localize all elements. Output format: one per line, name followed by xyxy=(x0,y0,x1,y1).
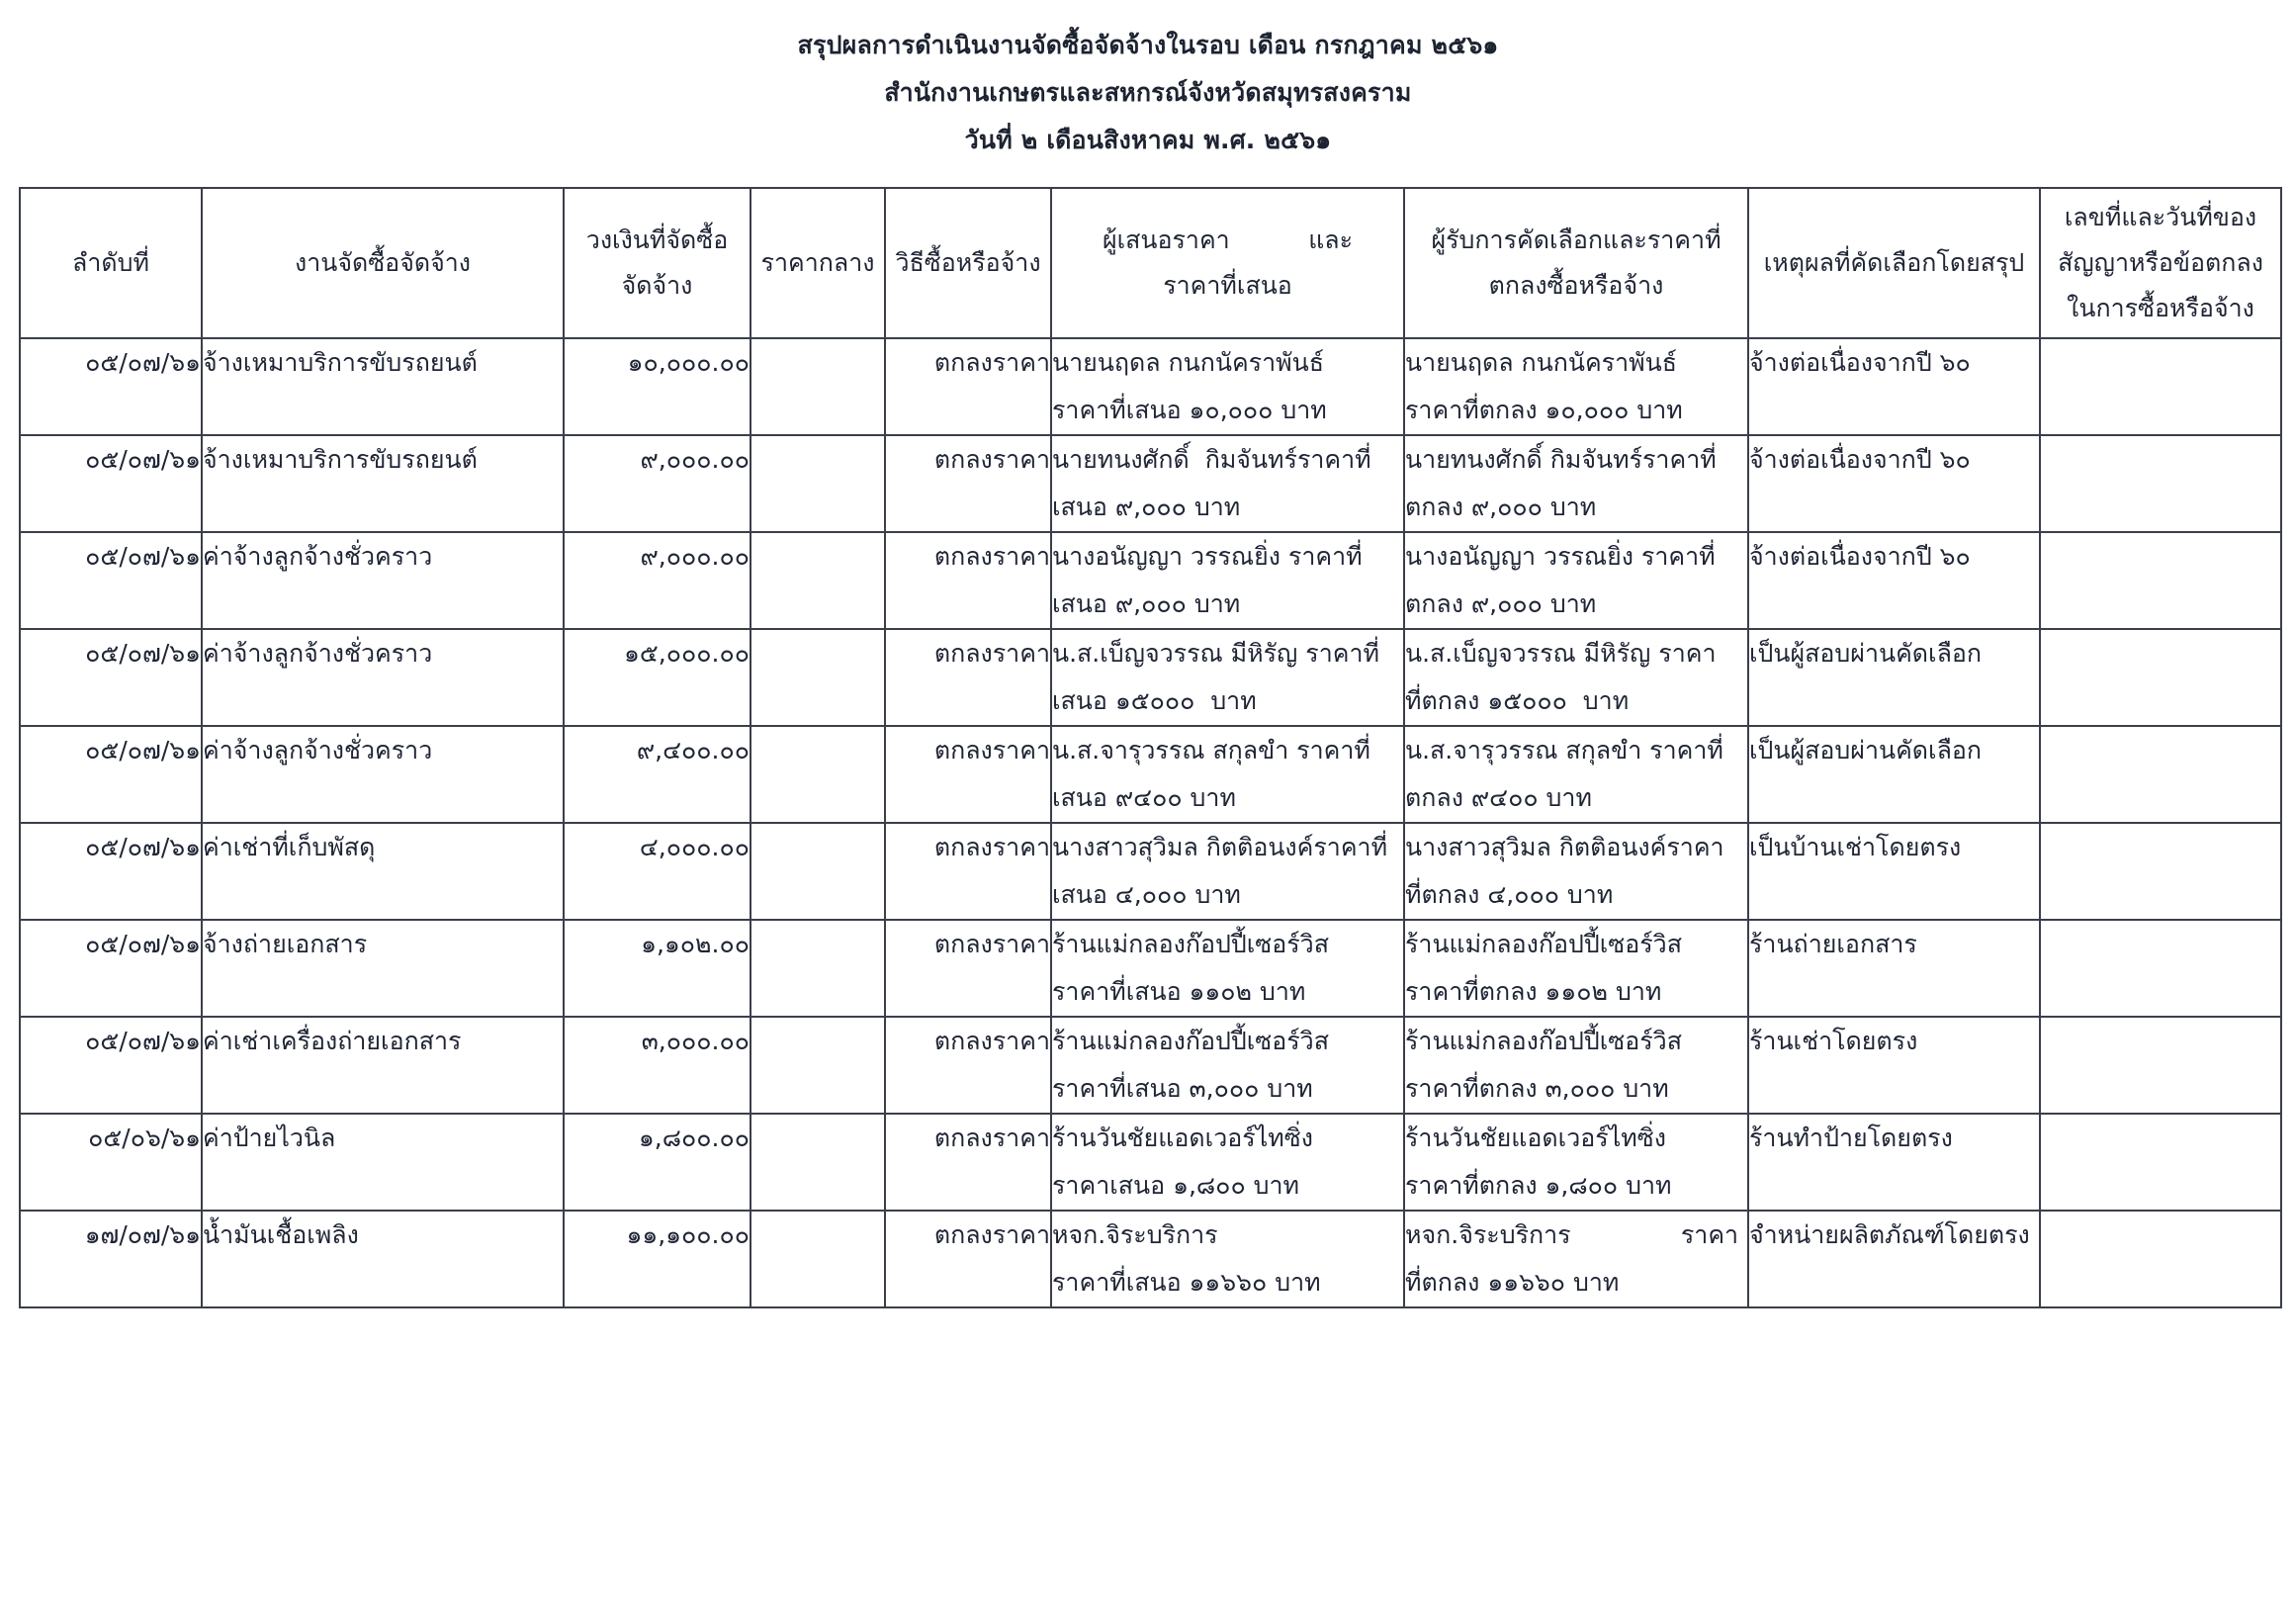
row-bidder: ร้านแม่กลองก๊อปปี้เซอร์วิส ราคาที่เสนอ ๑๑๐๒ บาท xyxy=(1051,920,1404,1017)
row-reason: ร้านทำป้ายโดยตรง xyxy=(1748,1114,2040,1211)
table-row xyxy=(20,532,2281,629)
row-date: ๐๕/๐๗/๖๑ xyxy=(20,726,202,823)
row-date: ๑๗/๐๗/๖๑ xyxy=(20,1211,202,1307)
row-budget: ๑๐,๐๐๐.๐๐ xyxy=(564,338,751,435)
row-contract xyxy=(2040,338,2281,435)
row-method: ตกลงราคา xyxy=(885,920,1051,1017)
row-contract xyxy=(2040,726,2281,823)
row-reason: เป็นบ้านเช่าโดยตรง xyxy=(1748,823,2040,920)
row-winner: น.ส.เบ็ญจวรรณ มีหิรัญ ราคา ที่ตกลง ๑๕๐๐๐ บาท xyxy=(1404,629,1748,726)
row-bidder: ร้านวันชัยแอดเวอร์ไทซิ่ง ราคาเสนอ ๑,๘๐๐ บาท xyxy=(1051,1114,1404,1211)
row-item: ค่าป้ายไวนิล xyxy=(202,1114,564,1211)
row-bidder: หจก.จิระบริการ ราคาที่เสนอ ๑๑๖๖๐ บาท xyxy=(1051,1211,1404,1307)
row-item: ค่าจ้างลูกจ้างชั่วคราว xyxy=(202,629,564,726)
table-row xyxy=(20,1017,2281,1114)
row-bidder: ร้านแม่กลองก๊อปปี้เซอร์วิส ราคาที่เสนอ ๓,๐๐๐ บาท xyxy=(1051,1017,1404,1114)
row-contract xyxy=(2040,920,2281,1017)
report-date: วันที่ ๒ เดือนสิงหาคม พ.ศ. ๒๕๖๑ xyxy=(964,126,1332,154)
row-bidder: นายทนงศักดิ์ กิมจันทร์ราคาที่ เสนอ ๙,๐๐๐ บาท xyxy=(1051,435,1404,532)
row-median-price xyxy=(751,435,885,532)
row-method: ตกลงราคา xyxy=(885,338,1051,435)
row-contract xyxy=(2040,532,2281,629)
row-bidder: นายนฤดล กนกนัคราพันธ์ ราคาที่เสนอ ๑๐,๐๐๐ บาท xyxy=(1051,338,1404,435)
col-header-median-price: ราคากลาง xyxy=(751,188,885,338)
col-header-contract: เลขที่และวันที่ของ สัญญาหรือข้อตกลง ในการซื้อหรือจ้าง xyxy=(2040,188,2281,338)
row-median-price xyxy=(751,1211,885,1307)
row-winner: ร้านแม่กลองก๊อปปี้เซอร์วิส ราคาที่ตกลง ๑๑๐๒ บาท xyxy=(1404,920,1748,1017)
row-budget: ๓,๐๐๐.๐๐ xyxy=(564,1017,751,1114)
row-budget: ๑๑,๑๐๐.๐๐ xyxy=(564,1211,751,1307)
row-item: ค่าจ้างลูกจ้างชั่วคราว xyxy=(202,532,564,629)
row-date: ๐๕/๐๖/๖๑ xyxy=(20,1114,202,1211)
row-date: ๐๕/๐๗/๖๑ xyxy=(20,532,202,629)
row-method: ตกลงราคา xyxy=(885,532,1051,629)
row-winner: ร้านวันชัยแอดเวอร์ไทซิ่ง ราคาที่ตกลง ๑,๘๐๐ บาท xyxy=(1404,1114,1748,1211)
row-budget: ๑๕,๐๐๐.๐๐ xyxy=(564,629,751,726)
row-bidder: นางสาวสุวิมล กิตติอนงค์ราคาที่ เสนอ ๔,๐๐๐ บาท xyxy=(1051,823,1404,920)
row-winner: นายนฤดล กนกนัคราพันธ์ ราคาที่ตกลง ๑๐,๐๐๐ บาท xyxy=(1404,338,1748,435)
row-contract xyxy=(2040,823,2281,920)
row-date: ๐๕/๐๗/๖๑ xyxy=(20,629,202,726)
row-reason: จ้างต่อเนื่องจากปี ๖๐ xyxy=(1748,338,2040,435)
row-reason: เป็นผู้สอบผ่านคัดเลือก xyxy=(1748,726,2040,823)
row-median-price xyxy=(751,1114,885,1211)
col-header-item: งานจัดซื้อจัดจ้าง xyxy=(202,188,564,338)
row-method: ตกลงราคา xyxy=(885,823,1051,920)
col-header-bidder: ผู้เสนอราคา และ ราคาที่เสนอ xyxy=(1051,188,1404,338)
row-date: ๐๕/๐๗/๖๑ xyxy=(20,435,202,532)
row-budget: ๙,๔๐๐.๐๐ xyxy=(564,726,751,823)
row-method: ตกลงราคา xyxy=(885,435,1051,532)
table-row xyxy=(20,1211,2281,1307)
row-date: ๐๕/๐๗/๖๑ xyxy=(20,920,202,1017)
row-method: ตกลงราคา xyxy=(885,629,1051,726)
row-item: ค่าเช่าที่เก็บพัสดุ xyxy=(202,823,564,920)
row-winner: น.ส.จารุวรรณ สกุลขำ ราคาที่ ตกลง ๙๔๐๐ บาท xyxy=(1404,726,1748,823)
row-item: จ้างเหมาบริการขับรถยนต์ xyxy=(202,338,564,435)
row-contract xyxy=(2040,629,2281,726)
row-date: ๐๕/๐๗/๖๑ xyxy=(20,1017,202,1114)
row-budget: ๔,๐๐๐.๐๐ xyxy=(564,823,751,920)
row-method: ตกลงราคา xyxy=(885,1114,1051,1211)
row-date: ๐๕/๐๗/๖๑ xyxy=(20,338,202,435)
row-reason: ร้านถ่ายเอกสาร xyxy=(1748,920,2040,1017)
row-winner: นางสาวสุวิมล กิตติอนงค์ราคา ที่ตกลง ๔,๐๐๐ บาท xyxy=(1404,823,1748,920)
row-median-price xyxy=(751,823,885,920)
row-budget: ๑,๘๐๐.๐๐ xyxy=(564,1114,751,1211)
row-contract xyxy=(2040,1211,2281,1307)
table-row xyxy=(20,1114,2281,1211)
row-median-price xyxy=(751,1017,885,1114)
row-contract xyxy=(2040,1114,2281,1211)
row-winner: นางอนัญญา วรรณยิ่ง ราคาที่ ตกลง ๙,๐๐๐ บาท xyxy=(1404,532,1748,629)
row-median-price xyxy=(751,338,885,435)
row-method: ตกลงราคา xyxy=(885,726,1051,823)
row-reason: จ้างต่อเนื่องจากปี ๖๐ xyxy=(1748,532,2040,629)
row-budget: ๑,๑๐๒.๐๐ xyxy=(564,920,751,1017)
row-contract xyxy=(2040,1017,2281,1114)
table-row xyxy=(20,338,2281,435)
office-name: สำนักงานเกษตรและสหกรณ์จังหวัดสมุทรสงคราม xyxy=(884,78,1412,107)
row-reason: เป็นผู้สอบผ่านคัดเลือก xyxy=(1748,629,2040,726)
row-contract xyxy=(2040,435,2281,532)
row-median-price xyxy=(751,629,885,726)
document-title: สรุปผลการดำเนินงานจัดซื้อจัดจ้างในรอบ เดือน กรกฎาคม ๒๕๖๑ xyxy=(797,31,1499,59)
row-budget: ๙,๐๐๐.๐๐ xyxy=(564,532,751,629)
row-reason: ร้านเช่าโดยตรง xyxy=(1748,1017,2040,1114)
row-date: ๐๕/๐๗/๖๑ xyxy=(20,823,202,920)
row-reason: จ้างต่อเนื่องจากปี ๖๐ xyxy=(1748,435,2040,532)
table-row xyxy=(20,920,2281,1017)
row-bidder: นางอนัญญา วรรณยิ่ง ราคาที่ เสนอ ๙,๐๐๐ บาท xyxy=(1051,532,1404,629)
row-budget: ๙,๐๐๐.๐๐ xyxy=(564,435,751,532)
row-item: จ้างเหมาบริการขับรถยนต์ xyxy=(202,435,564,532)
row-winner: นายทนงศักดิ์ กิมจันทร์ราคาที่ ตกลง ๙,๐๐๐ บาท xyxy=(1404,435,1748,532)
procurement-table xyxy=(19,187,2282,1308)
row-item: ค่าเช่าเครื่องถ่ายเอกสาร xyxy=(202,1017,564,1114)
row-method: ตกลงราคา xyxy=(885,1017,1051,1114)
table-row xyxy=(20,726,2281,823)
row-median-price xyxy=(751,726,885,823)
row-winner: หจก.จิระบริการ ราคา ที่ตกลง ๑๑๖๖๐ บาท xyxy=(1404,1211,1748,1307)
col-header-reason: เหตุผลที่คัดเลือกโดยสรุป xyxy=(1748,188,2040,338)
row-median-price xyxy=(751,920,885,1017)
row-item: น้ำมันเชื้อเพลิง xyxy=(202,1211,564,1307)
row-item: จ้างถ่ายเอกสาร xyxy=(202,920,564,1017)
table-header-row xyxy=(20,188,2281,338)
row-bidder: น.ส.เบ็ญจวรรณ มีหิรัญ ราคาที่ เสนอ ๑๕๐๐๐ บาท xyxy=(1051,629,1404,726)
row-reason: จำหน่ายผลิตภัณฑ์โดยตรง xyxy=(1748,1211,2040,1307)
col-header-budget: วงเงินที่จัดซื้อ จัดจ้าง xyxy=(564,188,751,338)
row-item: ค่าจ้างลูกจ้างชั่วคราว xyxy=(202,726,564,823)
row-median-price xyxy=(751,532,885,629)
table-row xyxy=(20,629,2281,726)
document-header xyxy=(0,22,2296,164)
table-row xyxy=(20,823,2281,920)
row-method: ตกลงราคา xyxy=(885,1211,1051,1307)
row-winner: ร้านแม่กลองก๊อปปี้เซอร์วิส ราคาที่ตกลง ๓,๐๐๐ บาท xyxy=(1404,1017,1748,1114)
col-header-method: วิธีซื้อหรือจ้าง xyxy=(885,188,1051,338)
table-row xyxy=(20,435,2281,532)
col-header-winner: ผู้รับการคัดเลือกและราคาที่ ตกลงซื้อหรือจ้าง xyxy=(1404,188,1748,338)
col-header-no: ลำดับที่ xyxy=(20,188,202,338)
row-bidder: น.ส.จารุวรรณ สกุลขำ ราคาที่ เสนอ ๙๔๐๐ บาท xyxy=(1051,726,1404,823)
